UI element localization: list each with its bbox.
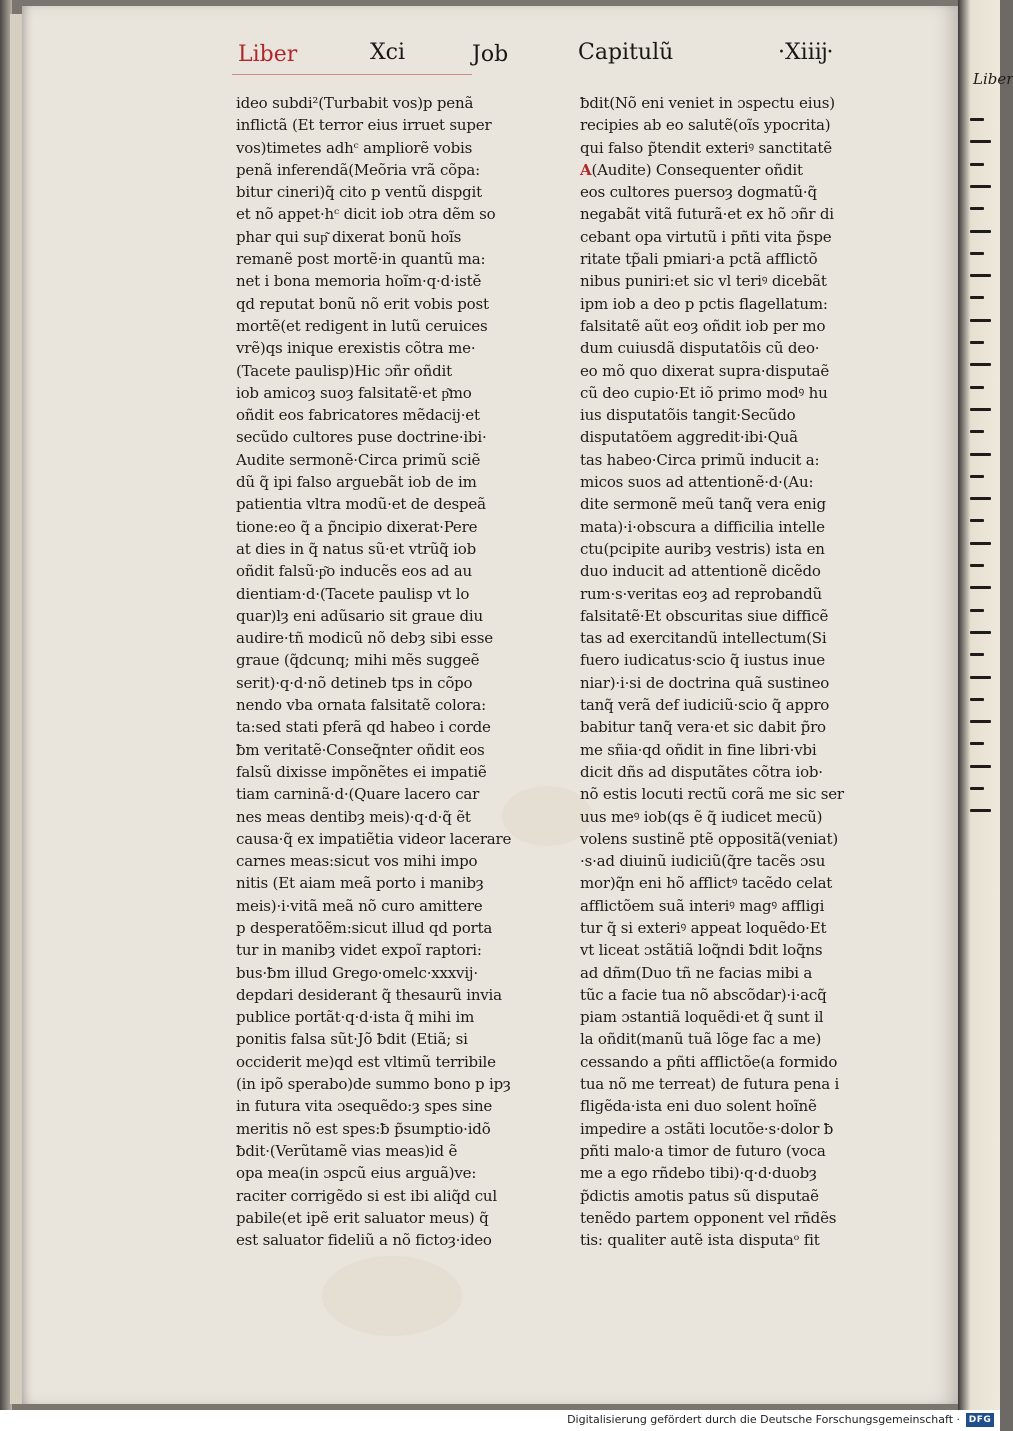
text-line (580, 560, 860, 582)
text-line-content: nes meas dentibȝ meis)·q·d·q̃ ẽt (236, 807, 471, 826)
text-line (580, 672, 860, 694)
text-line-content: et nõ appet·hᶜ dicit iob ɔtra dẽm so (236, 205, 496, 224)
next-page-text-line (970, 653, 984, 656)
text-line (236, 872, 516, 894)
text-line (580, 1028, 860, 1050)
text-line-content: vrẽ)qs inique erexistis cõtra me· (236, 339, 476, 358)
text-line (236, 315, 516, 337)
text-line (580, 761, 860, 783)
text-line (580, 248, 860, 270)
text-line-content: ad dñm(Duo tñ ne facias mibi a (580, 963, 813, 982)
text-line (236, 917, 516, 939)
paper-stain (322, 1256, 462, 1336)
text-line-content: ius disputatõis tangit·Secũdo (580, 406, 796, 425)
text-line-content: cebant opa virtutũ i pñti vita p̃spe (580, 227, 832, 246)
text-line-content: tas ad exercitandũ intellectum(Si (580, 629, 827, 648)
text-line (236, 471, 516, 493)
text-line-content: bitur cineri)q̃ cito p ventũ dispgit (236, 183, 482, 202)
text-line-content: remanẽ post mortẽ·in quantũ ma: (236, 250, 486, 269)
next-page-text-line (970, 319, 991, 322)
text-line (236, 1207, 516, 1229)
text-line-content: afflictõem suã interiꝰ magꝰ affligi (580, 896, 825, 915)
text-line-content: depdari desiderant q̃ thesaurũ invia (236, 985, 502, 1004)
text-line-content: rum·s·veritas eoȝ ad reprobandũ (580, 584, 822, 603)
text-line-content: vos)timetes adhᶜ ampliorẽ vobis (236, 138, 473, 157)
next-page-text-line (970, 363, 991, 366)
next-page-text-line (970, 453, 991, 456)
text-line (580, 382, 860, 404)
header-rule (232, 74, 472, 75)
text-line-content: ipm iob a deo p pctis flagellatum: (580, 294, 828, 313)
text-line-content: tur q̃ si exteriꝰ appeat loquẽdo·Et (580, 918, 827, 937)
text-line-content: nõ estis locuti rectũ corã me sic ser (580, 785, 844, 804)
text-line-content: net i bona memoria hoĩm·q·d·istĕ (236, 272, 482, 291)
next-page-text-line (970, 519, 984, 522)
text-line-content: p̃dictis amotis patus sũ disputaẽ (580, 1186, 819, 1205)
text-line-content: publice portãt·q·d·ista q̃ mihi im (236, 1008, 475, 1027)
text-line-content: tenẽdo partem opponent vel rñdẽs (580, 1208, 837, 1227)
text-line (580, 92, 860, 114)
text-line (580, 516, 860, 538)
next-page-text-line (970, 609, 984, 612)
text-line-content: oñdit falsũ·p͂o inducẽs eos ad au (236, 562, 472, 581)
next-page-text-line (970, 163, 984, 166)
text-line-content: tanq̃ verã def iudiciũ·scio q̃ appro (580, 696, 830, 715)
text-line-content: vt liceat ɔstãtiã loq̃ndi ƀdit loq̃ns (580, 941, 823, 960)
text-line-content: falsitatẽ aũt eoȝ oñdit iob per mo (580, 316, 826, 335)
text-line-content: micos suos ad attentionẽ·d·(Au: (580, 473, 814, 492)
text-line-content: fligẽda·ista eni duo solent hoĩnẽ (580, 1097, 817, 1116)
text-line (580, 1051, 860, 1073)
text-line (580, 583, 860, 605)
next-page-text-line (970, 296, 984, 299)
text-line (236, 850, 516, 872)
text-line-content: duo inducit ad attentionẽ dicẽdo (580, 562, 821, 581)
text-line-content: mor)q̃n eni hõ afflictꝰ tacẽdo celat (580, 874, 833, 893)
text-line (236, 426, 516, 448)
next-page-text-line (970, 230, 991, 233)
text-line (580, 1118, 860, 1140)
next-page-text-line (970, 586, 991, 589)
text-line (236, 761, 516, 783)
header-capitulum: Capitulũ (578, 40, 674, 65)
text-line-content: meis)·i·vitã meã nõ curo amittere (236, 896, 483, 915)
text-line-content: piam ɔstantiã loquẽdi·et q̃ sunt il (580, 1008, 824, 1027)
next-page-text-line (970, 207, 984, 210)
text-line (236, 538, 516, 560)
text-line-content: tur in manibȝ videt expoĩ raptori: (236, 941, 482, 960)
text-line (236, 672, 516, 694)
text-line-content: nitis (Et aiam meã porto i manibȝ (236, 874, 484, 893)
text-column-right (580, 92, 860, 1251)
text-line (236, 92, 516, 114)
text-line (580, 783, 860, 805)
text-line-content: patientia vltra modũ·et de despeã (236, 495, 486, 514)
next-page-text-line (970, 252, 984, 255)
text-line (580, 538, 860, 560)
text-line-content: dicit dñs ad disputãtes cõtra iob· (580, 762, 823, 781)
text-line (580, 1006, 860, 1028)
text-line-content: eo mõ quo dixerat supra·disputaẽ (580, 361, 830, 380)
text-line-content: volens sustinẽ ptẽ oppositã(veniat) (580, 829, 838, 848)
text-line-content: tũc a facie tua nõ abscõdar)·i·acq̃ (580, 985, 827, 1004)
text-column-left (236, 92, 516, 1251)
text-line (236, 137, 516, 159)
text-line-content: qui falso p̃tendit exteriꝰ sanctitatẽ (580, 138, 832, 157)
text-line (236, 181, 516, 203)
text-line (580, 627, 860, 649)
text-line (236, 1051, 516, 1073)
text-line-content: pabile(et ipẽ erit saluator meus) q̃ (236, 1208, 489, 1227)
text-line-content: serit)·q·d·nõ detineb tps in cõpo (236, 673, 473, 692)
text-line (236, 382, 516, 404)
text-line-content: me sñia·qd oñdit in fine libri·vbi (580, 740, 817, 759)
text-line-content: mortẽ(et redigent in lutũ ceruices (236, 316, 488, 335)
text-line (580, 360, 860, 382)
text-line-content: tiam carninã·d·(Quare lacero car (236, 785, 480, 804)
text-line-content: ritate tp̃ali pmiari·a pctã afflictõ (580, 250, 818, 269)
text-line-content: falsitatẽ·Et obscuritas siue difficẽ (580, 606, 829, 625)
next-page-text-line (970, 430, 984, 433)
text-line-content: penã inferendã(Meõria vrã cõpa: (236, 160, 480, 179)
text-line (580, 716, 860, 738)
text-line-content: opa mea(in ɔspcũ eius arguã)ve: (236, 1164, 477, 1183)
text-line-content: la oñdit(manũ tuã lõge fac a me) (580, 1030, 822, 1049)
text-line (580, 694, 860, 716)
text-line-content: tione:eo q̃ a p̃ncipio dixerat·Pere (236, 517, 478, 536)
text-line (580, 270, 860, 292)
text-line (236, 895, 516, 917)
text-line (236, 828, 516, 850)
text-line-content: p desperatõẽm:sicut illud qd porta (236, 918, 493, 937)
text-line (580, 293, 860, 315)
next-page-text-line (970, 185, 991, 188)
text-line-content: (in ipõ sperabo)de summo bono p ipȝ (236, 1075, 511, 1094)
text-line-content: iob amicoȝ suoȝ falsitatẽ·et p͂mo (236, 383, 472, 402)
header-book-number: Xci (370, 40, 406, 65)
text-line-content: pñti malo·a timor de futuro (voca (580, 1141, 826, 1160)
text-line-content: causa·q̃ ex impatiẽtia videor lacerare (236, 829, 512, 848)
text-line-content: est saluator fideliũ a nõ fictoȝ·ideo (236, 1231, 492, 1250)
dfg-logo: DFG (966, 1413, 994, 1427)
text-line-content: mata)·i·obscura a difficilia intelle (580, 517, 825, 536)
text-line-content: qd reputat bonũ nõ erit vobis post (236, 294, 489, 313)
next-page-text-line (970, 274, 991, 277)
next-page-text-line (970, 542, 991, 545)
next-page-text-line (970, 475, 984, 478)
text-line-content: ponitis falsa sũt·Jõ ƀdit (Etiã; si (236, 1030, 468, 1049)
text-line-content: cũ deo cupio·Et iõ primo modꝰ hu (580, 383, 828, 402)
text-line-content: cessando a pñti afflictõe(a formido (580, 1052, 838, 1071)
text-line (580, 917, 860, 939)
text-line (580, 1095, 860, 1117)
text-line (580, 226, 860, 248)
text-line-content: ƀdit(Nõ eni veniet in ɔspectu eius) (580, 94, 835, 112)
text-line (236, 1028, 516, 1050)
text-line-content: ta:sed stati pferã qd habeo i corde (236, 718, 491, 737)
text-line (236, 605, 516, 627)
text-line-content: uus meꝰ iob(qs ẽ q̃ iudicet mecũ) (580, 807, 823, 826)
header-liber-text: Liber (238, 42, 298, 67)
text-line (236, 783, 516, 805)
text-line (236, 806, 516, 828)
next-page-text-line (970, 386, 984, 389)
text-line (580, 337, 860, 359)
text-line (580, 984, 860, 1006)
text-line (236, 716, 516, 738)
footer-bar (0, 1410, 1000, 1431)
text-line (580, 1229, 860, 1251)
header-chapter-number: ·Xiiĳ· (778, 40, 834, 65)
text-line (580, 404, 860, 426)
text-line (236, 1073, 516, 1095)
text-line (580, 203, 860, 225)
text-line-content: audire·tñ modicũ nõ debȝ sibi esse (236, 629, 493, 648)
running-header (0, 38, 1000, 78)
text-line (236, 226, 516, 248)
next-page-text-line (970, 698, 984, 701)
text-line (580, 806, 860, 828)
text-line (236, 293, 516, 315)
text-line (236, 739, 516, 761)
text-line (580, 1185, 860, 1207)
text-line-content: falsũ dixisse impõnẽtes ei impatiẽ (236, 762, 487, 781)
text-line (236, 1229, 516, 1251)
text-line (580, 315, 860, 337)
text-line-content: Audite sermonẽ·Circa primũ sciẽ (236, 450, 481, 469)
text-line (236, 159, 516, 181)
text-line-content: ƀm veritatẽ·Conseq̃nter oñdit eos (236, 740, 485, 759)
text-line-content: inflictã (Et terror eius irruet super (236, 116, 492, 135)
text-line (236, 939, 516, 961)
text-line (580, 739, 860, 761)
next-page-heading: Liber (973, 70, 1013, 88)
text-line (236, 1006, 516, 1028)
text-line-content: nibus puniri:et sic vl teriꝰ dicebãt (580, 272, 827, 291)
text-line-content: meritis nõ est spes:ƀ p̃sumptio·idõ (236, 1119, 491, 1138)
text-line-content: nendo vba ornata falsitatẽ colora: (236, 696, 486, 715)
text-line-content: dientiam·d·(Tacete paulisp vt lo (236, 584, 470, 603)
text-line-content: impedire a ɔstãti locutõe·s·dolor ƀ (580, 1119, 834, 1138)
text-line-content: tas habeo·Circa primũ inducit a: (580, 450, 820, 469)
next-page-text-line (970, 118, 984, 121)
text-line-content: carnes meas:sicut vos mihi impo (236, 852, 478, 871)
text-line (236, 627, 516, 649)
text-line (236, 248, 516, 270)
next-page-text-line (970, 140, 991, 143)
text-line (236, 360, 516, 382)
next-page-text-line (970, 564, 984, 567)
header-book-name: Job (472, 42, 509, 67)
text-line (580, 649, 860, 671)
next-page-text-line (970, 631, 991, 634)
text-line (236, 1118, 516, 1140)
text-line (580, 1207, 860, 1229)
text-line (236, 984, 516, 1006)
text-line (580, 939, 860, 961)
text-line-content: negabãt vitã futurã·et ex hõ ɔñr di (580, 205, 834, 224)
text-line-content: at dies in q̃ natus sũ·et vtrũq̃ iob (236, 539, 476, 558)
text-line-content: ƀdit·(Verũtamẽ vias meas)id ẽ (236, 1141, 458, 1160)
text-line-content: tis: qualiter autẽ ista disputaᵒ fit (580, 1231, 820, 1250)
text-line (580, 114, 860, 136)
text-line (580, 137, 860, 159)
text-line-content: recipies ab eo salutẽ(oĩs ypocrita) (580, 116, 831, 135)
next-page-text-line (970, 787, 984, 790)
text-line (236, 560, 516, 582)
text-line-content: ctu(pcipite auribȝ vestris) ista en (580, 539, 825, 558)
text-line (580, 850, 860, 872)
text-line-content: niar)·i·si de doctrina quã sustineo (580, 673, 830, 692)
text-line (236, 493, 516, 515)
text-line-content: ·s·ad diuinũ iudiciũ(q̃re tacẽs ɔsu (580, 852, 826, 871)
text-line (580, 872, 860, 894)
text-line (580, 1162, 860, 1184)
text-line-content: occiderit me)qd est vltimũ terribile (236, 1052, 496, 1071)
text-line-content: eos cultores puersoȝ dogmatũ·q̃ (580, 183, 817, 202)
text-line-content: secũdo cultores puse doctrine·ibi· (236, 428, 487, 447)
text-line-content: graue (q̃dcunq; mihi mẽs suggeẽ (236, 651, 480, 670)
next-page-text-line (970, 676, 991, 679)
text-line-content: (Audite) Consequenter oñdit (591, 160, 803, 179)
text-line (236, 1185, 516, 1207)
text-line-content: oñdit eos fabricatores mẽdacij·et (236, 406, 480, 425)
next-page-edge (958, 0, 1013, 1410)
text-line (236, 449, 516, 471)
text-line-content: dũ q̃ ipi falso arguebãt iob de im (236, 473, 477, 492)
text-line (236, 649, 516, 671)
text-line-content: raciter corrigẽdo si est ibi aliq̃d cul (236, 1186, 497, 1205)
text-line (580, 449, 860, 471)
text-line (580, 159, 860, 181)
text-line-content: phar qui sup͂ dixerat bonũ hoĩs (236, 227, 462, 246)
text-line (236, 516, 516, 538)
text-line (236, 203, 516, 225)
next-page-text-line (970, 742, 984, 745)
text-line-content: (Tacete paulisp)Hic ɔñr oñdit (236, 361, 452, 380)
text-line (236, 270, 516, 292)
text-line (236, 694, 516, 716)
text-line (580, 828, 860, 850)
text-line-content: ideo subdi²(Turbabit vos)p penã (236, 94, 474, 112)
footer-credit: Digitalisierung gefördert durch die Deutsche Forschungsgemeinschaft · (567, 1413, 960, 1426)
text-line-content: disputatõem aggredit·ibi·Quã (580, 428, 798, 447)
text-line (580, 1140, 860, 1162)
text-line (236, 1095, 516, 1117)
next-page-text-line (970, 408, 991, 411)
text-line (580, 1073, 860, 1095)
text-line-content: quar)lȝ eni adũsario sit graue diu (236, 606, 483, 625)
text-line-content: me a ego rñdebo tibi)·q·d·duobȝ (580, 1164, 817, 1183)
next-page-text-line (970, 341, 984, 344)
text-line (580, 426, 860, 448)
rubric-initial: A (580, 160, 592, 179)
text-line-content: tua nõ me terreat) de futura pena i (580, 1075, 840, 1094)
text-line-content: bus·ƀm illud Grego·omelc·xxxvij· (236, 963, 478, 982)
text-line (236, 1140, 516, 1162)
next-page-text-line (970, 765, 991, 768)
text-line-content: dum cuiusdã disputatõis cũ deo· (580, 339, 820, 358)
text-line (580, 895, 860, 917)
text-line (236, 962, 516, 984)
text-line (236, 583, 516, 605)
text-line-content: babitur tanq̃ vera·et sic dabit p̃ro (580, 718, 826, 737)
text-line (580, 181, 860, 203)
text-line (580, 962, 860, 984)
next-page-text-line (970, 720, 991, 723)
text-line-content: dite sermonẽ meũ tanq̃ vera enig (580, 495, 826, 514)
text-line (236, 114, 516, 136)
text-line (580, 471, 860, 493)
text-line-content: fuero iudicatus·scio q̃ iustus inue (580, 651, 825, 670)
text-line-content: in futura vita ɔsequẽdo:ȝ spes sine (236, 1097, 493, 1116)
next-page-text-line (970, 497, 991, 500)
next-page-text-line (970, 809, 991, 812)
text-line (580, 605, 860, 627)
text-line (236, 1162, 516, 1184)
text-line (236, 337, 516, 359)
text-line (236, 404, 516, 426)
text-line (580, 493, 860, 515)
